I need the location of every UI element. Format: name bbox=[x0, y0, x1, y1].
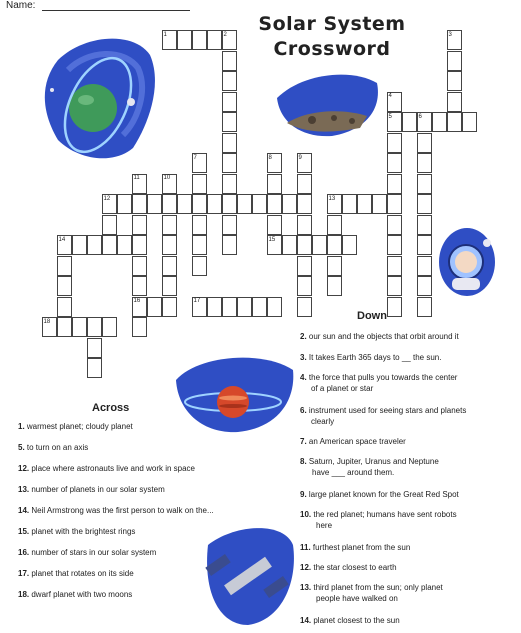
crossword-cell[interactable] bbox=[342, 194, 357, 214]
name-label: Name: bbox=[6, 0, 36, 11]
crossword-cell[interactable] bbox=[132, 235, 147, 255]
crossword-cell[interactable] bbox=[162, 194, 177, 214]
crossword-cell[interactable] bbox=[297, 276, 312, 296]
crossword-cell[interactable] bbox=[267, 174, 282, 194]
crossword-cell[interactable] bbox=[222, 71, 237, 91]
across-clue-18: 18. dwarf planet with two moons bbox=[18, 590, 133, 599]
crossword-cell[interactable] bbox=[222, 215, 237, 235]
crossword-cell[interactable] bbox=[387, 215, 402, 235]
crossword-cell[interactable] bbox=[387, 297, 402, 317]
crossword-cell[interactable] bbox=[387, 256, 402, 276]
down-clue-7: 7. an American space traveler bbox=[300, 437, 406, 446]
crossword-cell[interactable] bbox=[297, 174, 312, 194]
crossword-cell[interactable] bbox=[87, 317, 102, 337]
grid-number: 6 bbox=[418, 113, 422, 120]
crossword-cell[interactable] bbox=[267, 215, 282, 235]
crossword-cell[interactable] bbox=[132, 276, 147, 296]
down-clue-14: 14. planet closest to the sun bbox=[300, 616, 400, 625]
down-clue-11: 11. furthest planet from the sun bbox=[300, 543, 411, 552]
crossword-cell[interactable] bbox=[102, 215, 117, 235]
crossword-cell[interactable] bbox=[387, 276, 402, 296]
crossword-cell[interactable] bbox=[267, 297, 282, 317]
grid-number: 1 bbox=[163, 31, 167, 38]
crossword-cell[interactable] bbox=[417, 194, 432, 214]
crossword-cell[interactable] bbox=[417, 215, 432, 235]
across-clue-15: 15. planet with the brightest rings bbox=[18, 527, 136, 536]
grid-number: 11 bbox=[133, 175, 140, 181]
crossword-cell[interactable] bbox=[222, 235, 237, 255]
crossword-cell[interactable] bbox=[312, 235, 327, 255]
crossword-cell[interactable] bbox=[222, 92, 237, 112]
across-clue-16: 16. number of stars in our solar system bbox=[18, 548, 157, 557]
astronaut-illustration bbox=[436, 226, 498, 298]
grid-number: 15 bbox=[268, 236, 276, 243]
grid-number: 4 bbox=[388, 93, 392, 99]
grid-number: 8 bbox=[268, 154, 272, 161]
grid-number: 5 bbox=[388, 113, 392, 120]
crossword-cell[interactable] bbox=[87, 338, 102, 358]
crossword-cell[interactable] bbox=[222, 153, 237, 173]
grid-number: 9 bbox=[298, 154, 302, 161]
crossword-cell[interactable] bbox=[252, 194, 267, 214]
crossword-cell[interactable] bbox=[417, 276, 432, 296]
across-heading: Across bbox=[92, 402, 130, 414]
crossword-cell[interactable] bbox=[387, 174, 402, 194]
crossword-cell[interactable] bbox=[147, 297, 162, 317]
down-clue-6: 6. instrument used for seeing stars and planets clearly bbox=[300, 406, 467, 426]
crossword-cell[interactable] bbox=[72, 235, 87, 255]
crossword-cell[interactable] bbox=[402, 112, 417, 132]
across-clue-1: 1. warmest planet; cloudy planet bbox=[18, 422, 133, 431]
crossword-cell[interactable] bbox=[297, 194, 312, 214]
grid-number: 10 bbox=[163, 175, 171, 181]
crossword-cell[interactable] bbox=[87, 358, 102, 378]
crossword-cell[interactable] bbox=[387, 133, 402, 153]
crossword-cell[interactable] bbox=[252, 297, 267, 317]
grid-number: 17 bbox=[193, 298, 201, 304]
crossword-cell[interactable] bbox=[447, 92, 462, 112]
crossword-cell[interactable] bbox=[192, 174, 207, 194]
down-clue-13: 13. third planet from the sun; only planet people have walked on bbox=[300, 583, 443, 603]
crossword-cell[interactable] bbox=[117, 235, 132, 255]
crossword-cell[interactable] bbox=[447, 51, 462, 71]
down-clue-12: 12. the star closest to earth bbox=[300, 563, 397, 572]
name-field[interactable] bbox=[42, 1, 190, 11]
down-clue-10: 10. the red planet; humans have sent robots here bbox=[300, 510, 457, 530]
crossword-cell[interactable] bbox=[57, 256, 72, 276]
crossword-cell[interactable] bbox=[447, 112, 462, 132]
crossword-cell[interactable] bbox=[222, 133, 237, 153]
across-clue-17: 17. planet that rotates on its side bbox=[18, 569, 134, 578]
crossword-cell[interactable] bbox=[72, 317, 87, 337]
crossword-cell[interactable] bbox=[162, 297, 177, 317]
crossword-cell[interactable] bbox=[192, 215, 207, 235]
crossword-cell[interactable] bbox=[327, 235, 342, 255]
name-row bbox=[6, 0, 190, 11]
title-line-2: Crossword bbox=[273, 38, 391, 60]
crossword-cell[interactable] bbox=[417, 235, 432, 255]
crossword-cell[interactable] bbox=[297, 215, 312, 235]
asteroid-illustration bbox=[272, 68, 382, 140]
crossword-cell[interactable] bbox=[387, 194, 402, 214]
crossword-cell[interactable] bbox=[267, 194, 282, 214]
crossword-cell[interactable] bbox=[237, 297, 252, 317]
crossword-cell[interactable] bbox=[132, 256, 147, 276]
crossword-cell[interactable] bbox=[282, 194, 297, 214]
across-clue-12: 12. place where astronauts live and work in space bbox=[18, 464, 196, 473]
grid-number: 3 bbox=[448, 31, 452, 38]
crossword-cell[interactable] bbox=[417, 297, 432, 317]
crossword-cell[interactable] bbox=[192, 256, 207, 276]
crossword-cell[interactable] bbox=[177, 30, 192, 50]
crossword-cell[interactable] bbox=[327, 215, 342, 235]
crossword-cell[interactable] bbox=[162, 215, 177, 235]
down-clue-9: 9. large planet known for the Great Red Spot bbox=[300, 490, 459, 499]
crossword-cell[interactable] bbox=[222, 51, 237, 71]
crossword-cell[interactable] bbox=[222, 297, 237, 317]
down-clue-4: 4. the force that pulls you towards the center of a planet or star bbox=[300, 373, 458, 393]
crossword-cell[interactable] bbox=[57, 317, 72, 337]
across-clue-13: 13. number of planets in our solar system bbox=[18, 485, 165, 494]
crossword-cell[interactable] bbox=[222, 174, 237, 194]
crossword-cell[interactable] bbox=[297, 297, 312, 317]
crossword-cell[interactable] bbox=[237, 194, 252, 214]
crossword-cell[interactable] bbox=[132, 317, 147, 337]
crossword-cell[interactable] bbox=[387, 153, 402, 173]
crossword-cell[interactable] bbox=[102, 235, 117, 255]
crossword-cell[interactable] bbox=[417, 133, 432, 153]
down-clue-2: 2. our sun and the objects that orbit around it bbox=[300, 332, 459, 341]
crossword-cell[interactable] bbox=[162, 276, 177, 296]
crossword-cell[interactable] bbox=[342, 235, 357, 255]
crossword-cell[interactable] bbox=[417, 174, 432, 194]
jupiter-illustration bbox=[168, 350, 298, 435]
down-heading: Down bbox=[357, 310, 387, 322]
crossword-cell[interactable] bbox=[372, 194, 387, 214]
down-clue-3: 3. It takes Earth 365 days to __ the sun. bbox=[300, 353, 442, 362]
grid-number: 18 bbox=[43, 318, 51, 325]
crossword-cell[interactable] bbox=[462, 112, 477, 132]
crossword-cell[interactable] bbox=[192, 235, 207, 255]
title-line-1: Solar System bbox=[258, 13, 406, 35]
crossword-cell[interactable] bbox=[147, 194, 162, 214]
grid-number: 16 bbox=[133, 298, 141, 304]
worksheet-title bbox=[252, 12, 412, 62]
crossword-cell[interactable] bbox=[192, 30, 207, 50]
grid-number: 2 bbox=[223, 31, 227, 38]
crossword-cell[interactable] bbox=[207, 297, 222, 317]
crossword-cell[interactable] bbox=[297, 256, 312, 276]
crossword-cell[interactable] bbox=[132, 194, 147, 214]
crossword-cell[interactable] bbox=[297, 235, 312, 255]
crossword-cell[interactable] bbox=[222, 112, 237, 132]
grid-number: 14 bbox=[58, 236, 66, 243]
crossword-cell[interactable] bbox=[57, 297, 72, 317]
grid-number: 13 bbox=[328, 195, 336, 202]
crossword-cell[interactable] bbox=[207, 194, 222, 214]
down-clue-8: 8. Saturn, Jupiter, Uranus and Neptune have ___ around them. bbox=[300, 457, 439, 477]
crossword-cell[interactable] bbox=[282, 235, 297, 255]
crossword-cell[interactable] bbox=[192, 194, 207, 214]
crossword-cell[interactable] bbox=[357, 194, 372, 214]
crossword-cell[interactable] bbox=[222, 194, 237, 214]
crossword-cell[interactable] bbox=[207, 30, 222, 50]
crossword-cell[interactable] bbox=[417, 153, 432, 173]
grid-number: 12 bbox=[103, 195, 111, 202]
crossword-cell[interactable] bbox=[162, 235, 177, 255]
crossword-cell[interactable] bbox=[327, 256, 342, 276]
crossword-cell[interactable] bbox=[102, 317, 117, 337]
crossword-cell[interactable] bbox=[177, 194, 192, 214]
green-planet-illustration bbox=[38, 30, 158, 165]
crossword-cell[interactable] bbox=[57, 276, 72, 296]
crossword-cell[interactable] bbox=[387, 235, 402, 255]
space-station-illustration bbox=[198, 520, 298, 630]
across-clue-14: 14. Neil Armstrong was the first person to walk on the... bbox=[18, 506, 214, 515]
crossword-cell[interactable] bbox=[432, 112, 447, 132]
crossword-cell[interactable] bbox=[162, 256, 177, 276]
crossword-cell[interactable] bbox=[87, 235, 102, 255]
crossword-cell[interactable] bbox=[132, 215, 147, 235]
crossword-cell[interactable] bbox=[447, 71, 462, 91]
crossword-cell[interactable] bbox=[327, 276, 342, 296]
grid-number: 7 bbox=[193, 154, 197, 161]
crossword-cell[interactable] bbox=[117, 194, 132, 214]
crossword-cell[interactable] bbox=[417, 256, 432, 276]
across-clue-5: 5. to turn on an axis bbox=[18, 443, 89, 452]
